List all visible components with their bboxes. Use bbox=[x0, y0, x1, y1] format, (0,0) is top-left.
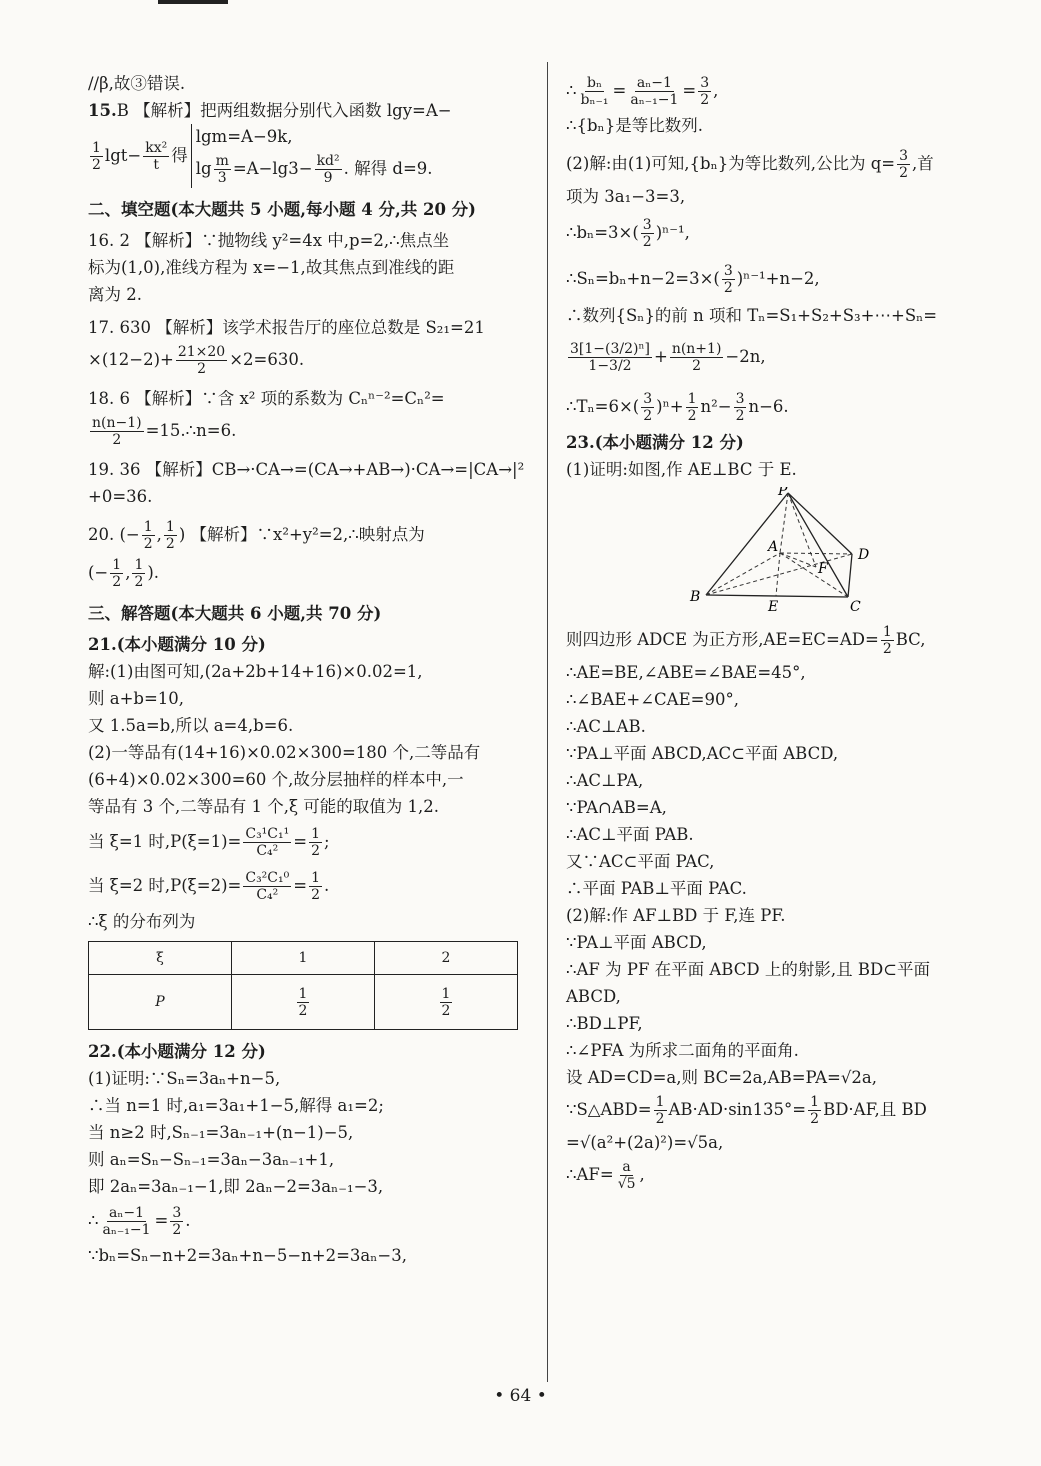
q21-prob1: 当 ξ=1 时,P(ξ=1)= $\frac{\text{C₃¹C₁¹}}{\text{C₄²}}$ = $\frac{1}{2}$ ; bbox=[88, 825, 330, 859]
q22-line2: ∴当 n=1 时,a₁=3a₁+1−5,解得 a₁=2; bbox=[88, 1096, 384, 1115]
pyramid-figure bbox=[566, 487, 1011, 615]
q17-line2: ×(12−2)+ $\frac{21\times 20}{2}$ ×2=630. bbox=[88, 343, 305, 377]
edge-AE bbox=[776, 553, 780, 596]
r-line23: ∴AF 为 PF 在平面 ABCD 上的射影,且 BD⊂平面 bbox=[566, 960, 931, 979]
q21-line1: 解:(1)由图可知,(2a+2b+14+16)×0.02=1, bbox=[88, 662, 423, 681]
q22-line1: (1)证明:∵Sₙ=3aₙ+n−5, bbox=[88, 1069, 281, 1088]
r-line1: ∴ $\frac{\text{bₙ}}{\text{bₙ₋₁}}$ = $\frac{\text{aₙ−1}}{\text{aₙ₋₁−1}}$ = $\frac{3}{2}$ , bbox=[566, 74, 719, 108]
q21-line2: 则 a+b=10, bbox=[88, 689, 185, 708]
label-D: D bbox=[858, 547, 870, 563]
fraction: $\frac{n(n-1)}{2}$ bbox=[92, 414, 142, 448]
r-line28: ∵S△ABD= $\frac{1}{2}$ AB·AD·sin135°= $\frac{1}{2}$ BD·AF,且 BD bbox=[566, 1093, 927, 1127]
r-line8: $\frac{\text{3[1−(3/2)ⁿ]}}{1-3/2}$ + $\frac{n(n+1)}{2}$ −2n, bbox=[570, 340, 766, 374]
distribution-table bbox=[88, 941, 518, 1030]
r-line17: ∵PA∩AB=A, bbox=[566, 798, 667, 817]
r-line6: ∴Sₙ=bₙ+n−2=3×( $\frac{3}{2}$ )ⁿ⁻¹+n−2, bbox=[566, 262, 820, 296]
q22-line7: ∵bₙ=Sₙ−n+2=3aₙ+n−5−n+2=3aₙ−3, bbox=[88, 1246, 407, 1265]
line-parallel-error: //β,故③错误. bbox=[88, 74, 186, 93]
fraction: $\frac{\text{kx²}}{t}$ bbox=[145, 139, 168, 173]
left-column bbox=[88, 70, 528, 1269]
column-divider bbox=[547, 62, 548, 1382]
table-row bbox=[89, 942, 518, 975]
r-line4: 项为 3a₁−3=3, bbox=[566, 187, 686, 206]
r-line16: ∴AC⊥PA, bbox=[566, 771, 644, 790]
edge-CD bbox=[848, 554, 852, 597]
q18-line2: $\frac{n(n-1)}{2}$ =15.∴n=6. bbox=[92, 414, 237, 448]
q15-line2: $\frac{1}{2}$ lgt− $\frac{\text{kx²}}{t}$ 得 lgm=A−9k, lg $\frac{m}{3}$ =A−lg3− $\frac{\text{kd²}}{9}$ . 解得 d=9. bbox=[88, 124, 528, 188]
label-E: E bbox=[768, 599, 779, 615]
edge-AD bbox=[780, 553, 852, 554]
label-C: C bbox=[850, 599, 861, 615]
label-B: B bbox=[690, 589, 701, 605]
r-line14: ∴AC⊥AB. bbox=[566, 717, 646, 736]
table-cell: $\frac{1}{2}$ bbox=[232, 975, 375, 1030]
q22-line3: 当 n≥2 时,Sₙ₋₁=3aₙ₋₁+(n−1)−5, bbox=[88, 1123, 354, 1142]
q21-line6: 等品有 3 个,二等品有 1 个,ξ 可能的取值为 1,2. bbox=[88, 797, 440, 816]
label-A: A bbox=[768, 539, 779, 555]
r-line11: 则四边形 ADCE 为正方形,AE=EC=AD= $\frac{1}{2}$ BC, bbox=[566, 623, 926, 657]
q19-line1: 19. 36 【解析】CB→·CA→=(CA→+AB→)·CA→=|CA→|² bbox=[88, 460, 525, 479]
section-solutions: 三、解答题(本大题共 6 小题,共 70 分) bbox=[88, 604, 382, 623]
r-line22: ∵PA⊥平面 ABCD, bbox=[566, 933, 707, 952]
table-row bbox=[89, 975, 518, 1030]
q21-head: 21.(本小题满分 10 分) bbox=[88, 635, 266, 654]
q22-line6: ∴ $\frac{\text{aₙ−1}}{\text{aₙ₋₁−1}}$ = $\frac{3}{2}$ . bbox=[88, 1204, 191, 1238]
r-line24: ABCD, bbox=[566, 987, 621, 1006]
pyramid-diagram bbox=[566, 487, 1011, 615]
label-F: F bbox=[818, 561, 828, 577]
r-line7: ∴数列{Sₙ}的前 n 项和 Tₙ=S₁+S₂+S₃+⋯+Sₙ= bbox=[566, 306, 938, 325]
edge-BC bbox=[706, 595, 848, 597]
r-line10: (1)证明:如图,作 AE⊥BC 于 E. bbox=[566, 460, 797, 479]
edge-PD bbox=[788, 493, 852, 554]
table-cell: 1 bbox=[232, 942, 375, 975]
q15-line1: 15.B 【解析】把两组数据分别代入函数 lgy=A− bbox=[88, 101, 452, 120]
r-line3: (2)解:由(1)可知,{bₙ}为等比数列,公比为 q= $\frac{3}{2}$ ,首 bbox=[566, 147, 934, 181]
table-cell: 2 bbox=[375, 942, 518, 975]
fraction: $\frac{1}{2}$ bbox=[92, 139, 101, 173]
r-line19: 又∵AC⊂平面 PAC, bbox=[566, 852, 715, 871]
r-line12: ∴AE=BE,∠ABE=∠BAE=45°, bbox=[566, 663, 806, 682]
equation-system: lgm=A−9k, lg $\frac{m}{3}$ =A−lg3− $\frac{\text{kd²}}{9}$ . 解得 d=9. bbox=[191, 124, 433, 188]
q16-line2: 标为(1,0),准线方程为 x=−1,故其焦点到准线的距 bbox=[88, 258, 455, 277]
q21-line4: (2)一等品有(14+16)×0.02×300=180 个,二等品有 bbox=[88, 743, 481, 762]
table-cell: $\frac{1}{2}$ bbox=[375, 975, 518, 1030]
r-line21: (2)解:作 AF⊥BD 于 F,连 PF. bbox=[566, 906, 786, 925]
r-line9: ∴Tₙ=6×( $\frac{3}{2}$ )ⁿ+ $\frac{1}{2}$ n²− $\frac{3}{2}$ n−6. bbox=[566, 390, 789, 424]
q16-line1: 16. 2 【解析】∵抛物线 y²=4x 中,p=2,∴焦点坐 bbox=[88, 231, 450, 250]
q16-line3: 离为 2. bbox=[88, 285, 142, 304]
q22-line4: 则 aₙ=Sₙ−Sₙ₋₁=3aₙ−3aₙ₋₁+1, bbox=[88, 1150, 335, 1169]
q21-line3: 又 1.5a=b,所以 a=4,b=6. bbox=[88, 716, 294, 735]
label-P: P bbox=[778, 487, 788, 499]
section-fill-in: 二、填空题(本大题共 5 小题,每小题 4 分,共 20 分) bbox=[88, 200, 476, 219]
q19-line2: +0=36. bbox=[88, 487, 153, 506]
fraction: $\frac{21\times 20}{2}$ bbox=[177, 343, 226, 377]
page-number: • 64 • bbox=[494, 1386, 547, 1406]
r-line30: ∴AF= $\frac{a}{√5}$ , bbox=[566, 1158, 645, 1192]
table-cell: ξ bbox=[89, 942, 232, 975]
r-line26: ∴∠PFA 为所求二面角的平面角. bbox=[566, 1041, 799, 1060]
right-column bbox=[566, 70, 1011, 1194]
edge-PC bbox=[788, 493, 848, 597]
q20-line2: (− $\frac{1}{2}$ , $\frac{1}{2}$ ). bbox=[88, 556, 160, 590]
q20-line1: 20. (− $\frac{1}{2}$ , $\frac{1}{2}$ ) 【解析】∵x²+y²=2,∴映射点为 bbox=[88, 518, 425, 552]
q21-prob2: 当 ξ=2 时,P(ξ=2)= $\frac{\text{C₃²C₁⁰}}{\text{C₄²}}$ = $\frac{1}{2}$ . bbox=[88, 869, 330, 903]
r-line18: ∴AC⊥平面 PAB. bbox=[566, 825, 694, 844]
r-line5: ∴bₙ=3×( $\frac{3}{2}$ )ⁿ⁻¹, bbox=[566, 216, 690, 250]
r-line29: =√(a²+(2a)²)=√5a, bbox=[566, 1133, 724, 1152]
r-line25: ∴BD⊥PF, bbox=[566, 1014, 643, 1033]
q21-line5: (6+4)×0.02×300=60 个,故分层抽样的样本中,一 bbox=[88, 770, 464, 789]
q21-dist-label: ∴ξ 的分布列为 bbox=[88, 912, 196, 931]
r-line2: ∴{bₙ}是等比数列. bbox=[566, 116, 703, 135]
q23-head: 23.(本小题满分 12 分) bbox=[566, 433, 744, 452]
table-cell: P bbox=[89, 975, 232, 1030]
top-edge-mark bbox=[158, 0, 228, 4]
r-line27: 设 AD=CD=a,则 BC=2a,AB=PA=√2a, bbox=[566, 1068, 877, 1087]
edge-PF bbox=[788, 493, 816, 567]
r-line13: ∴∠BAE+∠CAE=90°, bbox=[566, 690, 739, 709]
q22-head: 22.(本小题满分 12 分) bbox=[88, 1042, 266, 1061]
r-line15: ∵PA⊥平面 ABCD,AC⊂平面 ABCD, bbox=[566, 744, 839, 763]
edge-BA bbox=[706, 553, 780, 595]
q17-line1: 17. 630 【解析】该学术报告厅的座位总数是 S₂₁=21 bbox=[88, 318, 485, 337]
r-line20: ∴平面 PAB⊥平面 PAC. bbox=[566, 879, 747, 898]
q22-line5: 即 2aₙ=3aₙ₋₁−1,即 2aₙ−2=3aₙ₋₁−3, bbox=[88, 1177, 384, 1196]
edge-AC bbox=[780, 553, 848, 597]
q18-line1: 18. 6 【解析】∵含 x² 项的系数为 Cₙⁿ⁻²=Cₙ²= bbox=[88, 389, 445, 408]
